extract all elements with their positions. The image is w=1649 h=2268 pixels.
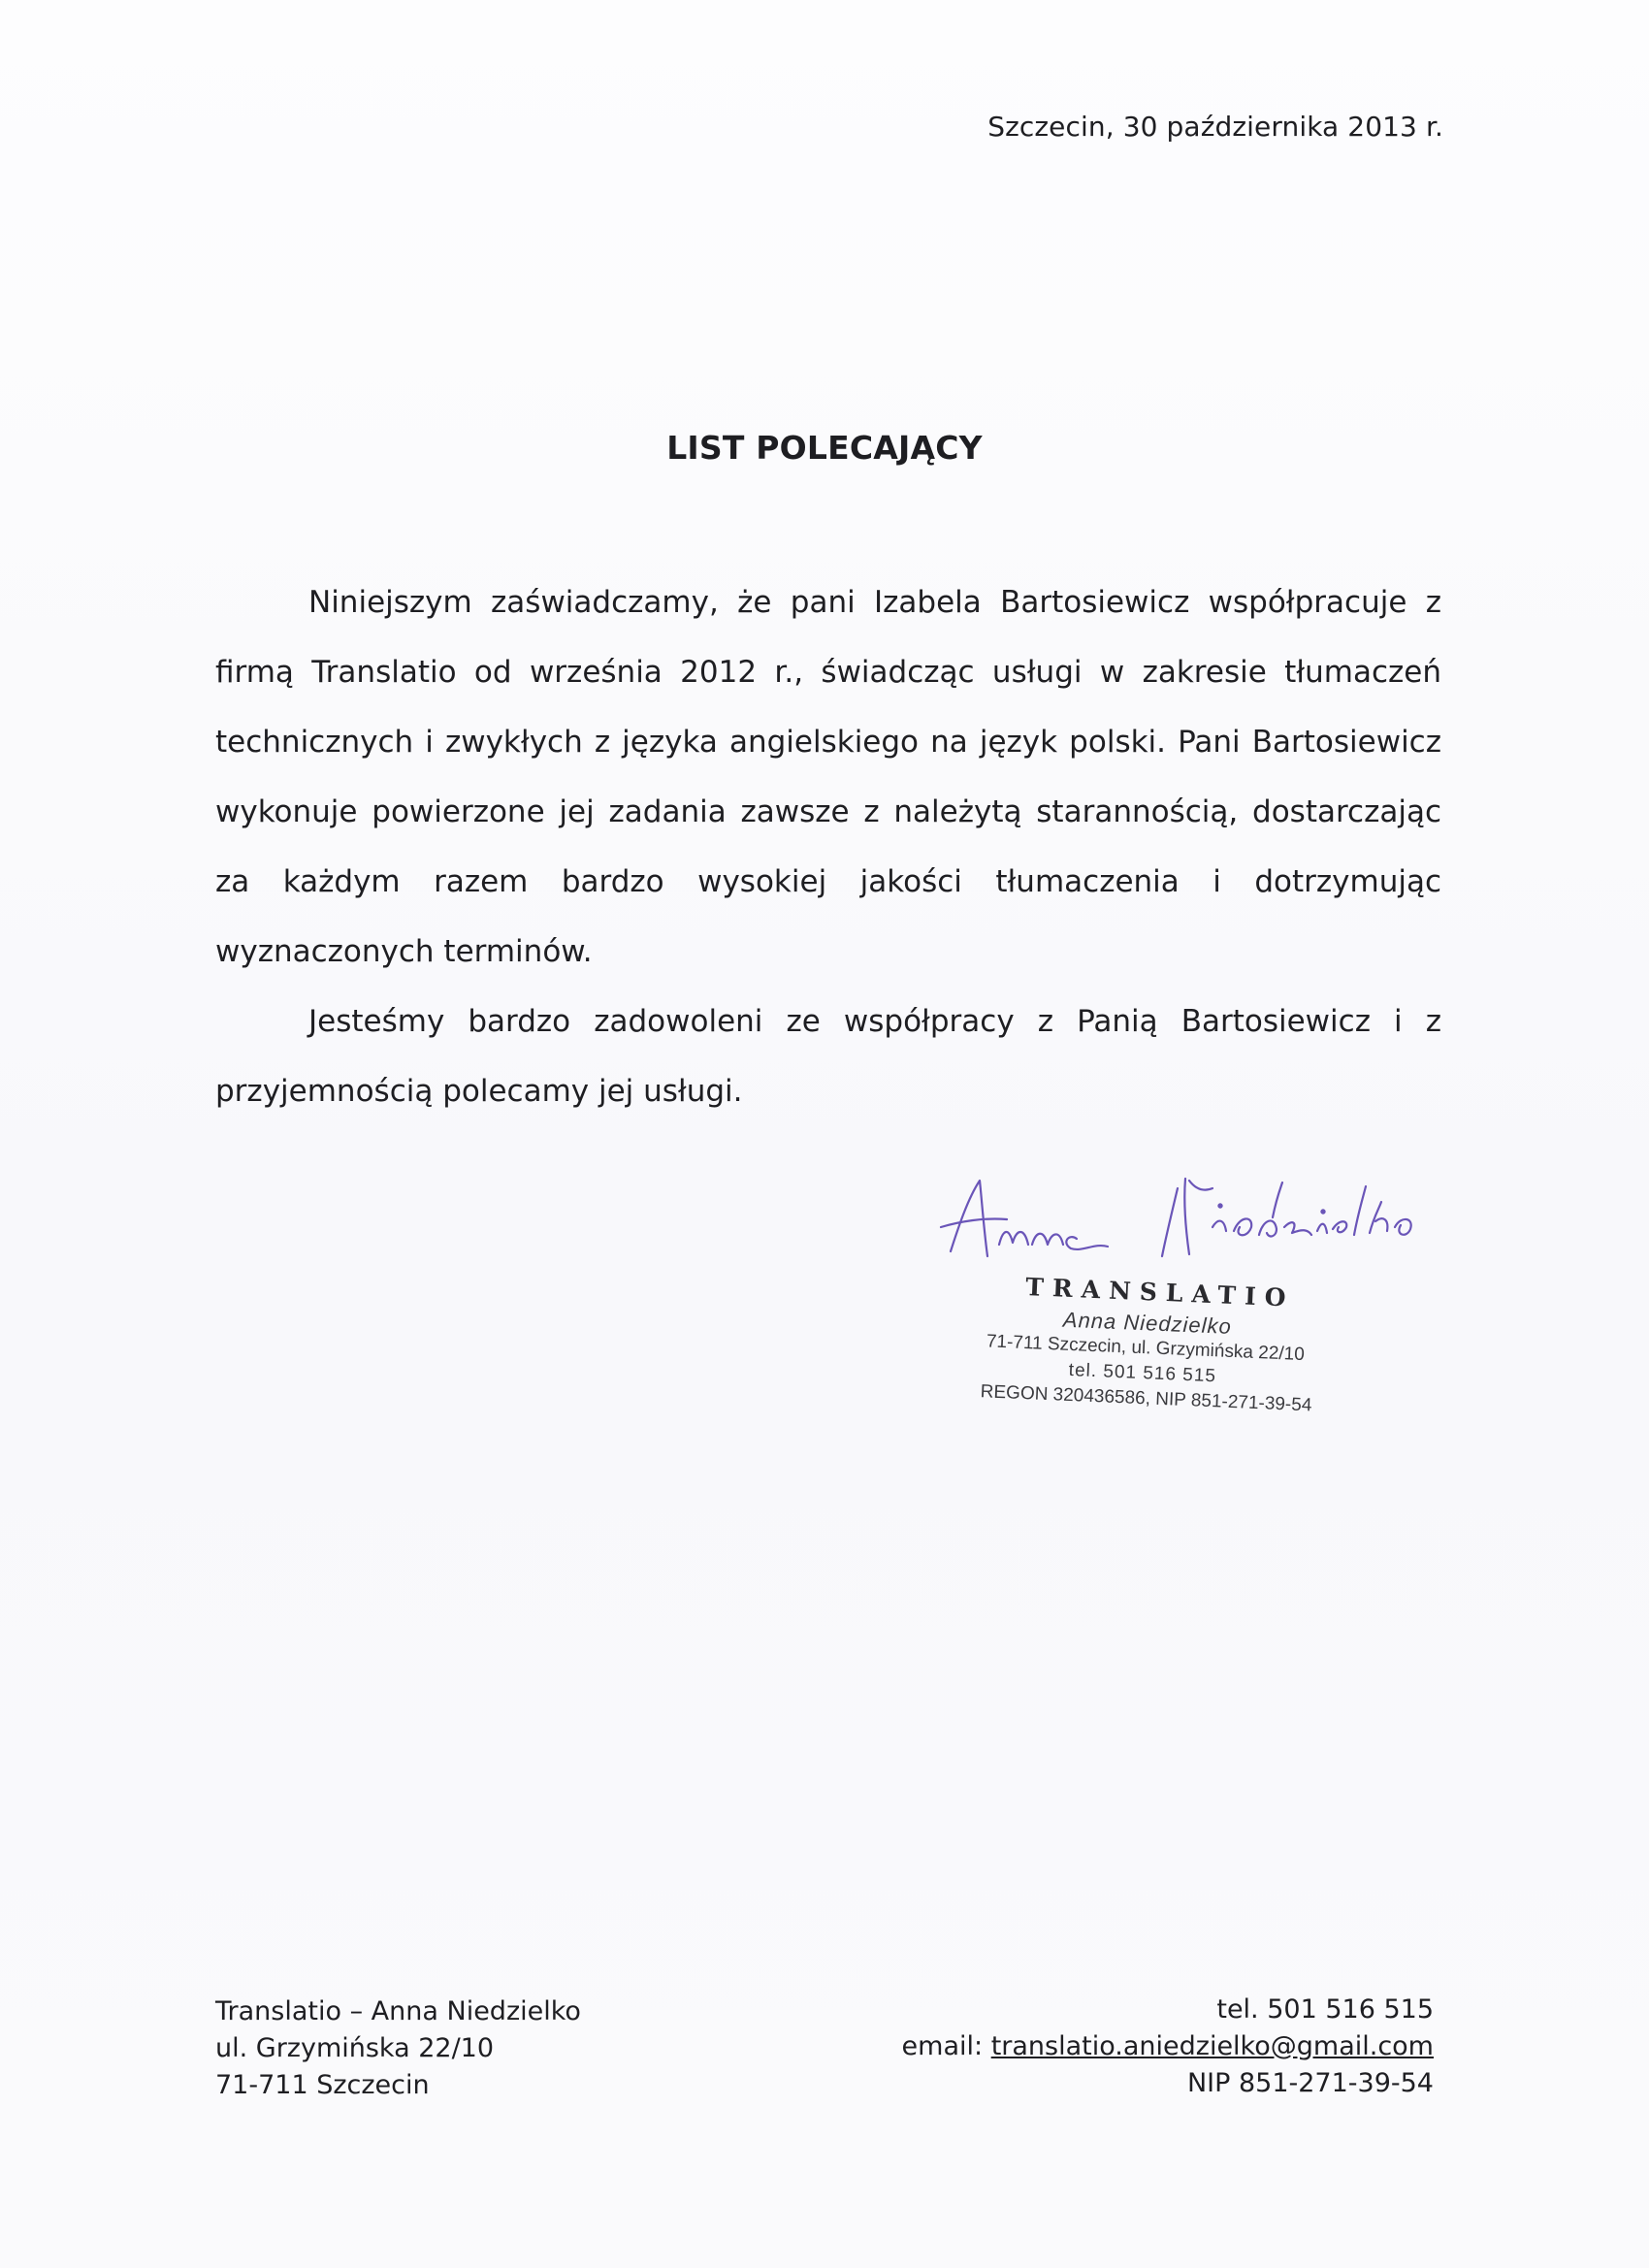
stamp-owner: Anna Niedzielko (1062, 1307, 1233, 1339)
stamp-regon-nip: REGON 320436586, NIP 851-271-39-54 (980, 1381, 1312, 1416)
body-paragraph-2: Jesteśmy bardzo zadowoleni ze współpracy z Panią Bartosiewicz i z przyjemnością polecamy jej usługi. (215, 1004, 1441, 1109)
company-stamp (973, 1271, 1387, 1452)
footer-nip: NIP 851-271-39-54 (1186, 2068, 1434, 2098)
handwritten-signature (931, 1159, 1436, 1276)
footer-city: 71-711 Szczecin (215, 2070, 430, 2100)
footer-email-line (795, 2028, 1434, 2065)
footer-contact (795, 1992, 1434, 2102)
stamp-phone: tel. 501 516 515 (1068, 1359, 1217, 1387)
footer-email-label: email: (901, 2031, 991, 2061)
letter-title: LIST POLECAJĄCY (666, 429, 983, 467)
footer-phone: tel. 501 516 515 (1216, 1994, 1434, 2025)
letter-date: Szczecin, 30 października 2013 r. (987, 111, 1443, 143)
footer-company: Translatio – Anna Niedzielko (215, 1996, 581, 2026)
letter-body (215, 567, 1441, 1126)
footer-address (215, 1993, 581, 2104)
body-paragraph-1: Niniejszym zaświadczamy, że pani Izabela Bartosiewicz współpracuje z firmą Translatio od września 2012 r., świadcząc usługi w zakresie tłumaczeń technicznych i zwykłych z języka angielskiego na język polski. Pani Bartosiewicz wykonuje powierzone jej zadania zawsze z należytą starannością, dostarczając za każdym razem bardzo wysokiej jakości tłumaczenia i dotrzymując wyznaczonych terminów. (215, 585, 1441, 969)
stamp-address: 71-711 Szczecin, ul. Grzymińska 22/10 (986, 1331, 1306, 1366)
footer-email-link[interactable]: translatio.aniedzielko@gmail.com (990, 2031, 1434, 2061)
footer-street: ul. Grzymińska 22/10 (215, 2033, 495, 2063)
stamp-company-name: TRANSLATIO (1024, 1273, 1296, 1312)
